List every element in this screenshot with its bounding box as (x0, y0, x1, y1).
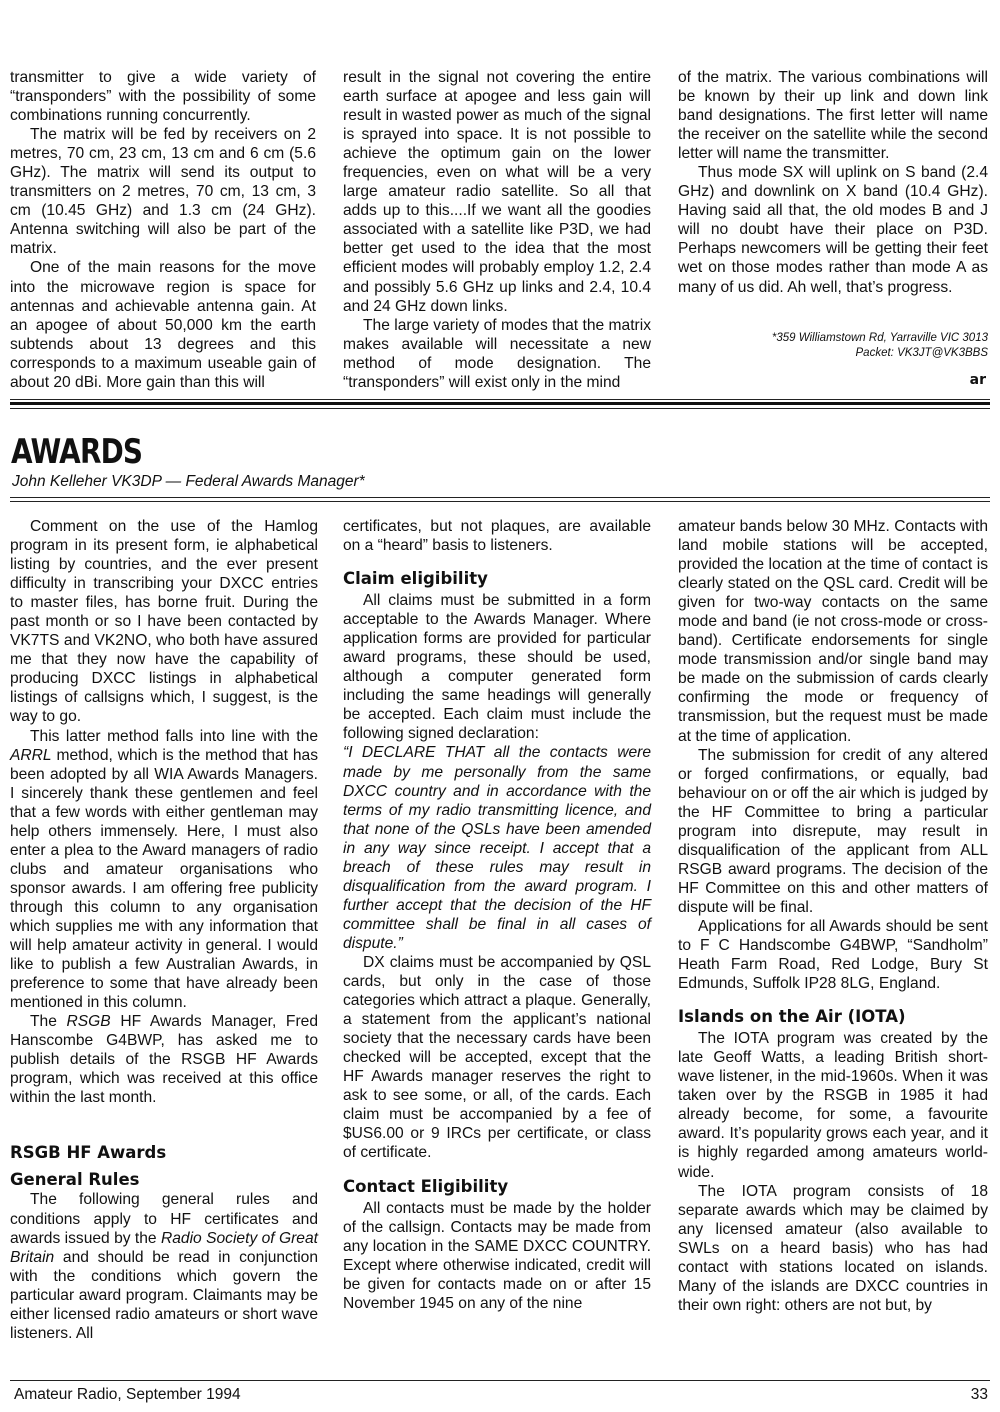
awards-column-2 (343, 517, 651, 1313)
byline-rule (10, 501, 990, 502)
text-run: HF Awards Manager, Fred Hanscombe G4BWP, has asked me to publish details of the RSGB HF Awards program, which was received at this office within the last month. (10, 1013, 318, 1107)
packet-address: Packet: VK3JT@VK3BBS (855, 347, 988, 359)
end-mark: ar (969, 372, 986, 388)
section-headline: AWARDS (11, 432, 143, 472)
paragraph (10, 1190, 318, 1342)
paragraph: certificates, but not plaques, are available on a “heard” basis to listeners. (343, 518, 651, 555)
section-divider (10, 408, 990, 409)
byline-rule (10, 497, 990, 498)
paragraph (10, 727, 318, 1013)
paragraph: result in the signal not covering the entire earth surface at apogee and less gain will result in wasted power as much of the signal is sprayed into space. It is not possible to achieve the optimum gain on the lower frequencies, even on what will be a very large amateur radio satellite. So all that adds up to this....If we want all the goodies associated with a satellite like P3D, we had better get used to the idea that the most efficient modes will probably employ 1.2, 2.4 and possibly 5.6 GHz up links and 2.4, 10.4 and 24 GHz down links. (343, 69, 651, 315)
paragraph: amateur bands below 30 MHz. Contacts with land mobile stations will be accepted, provided the location at the time of contact is clearly stated on the QSL card. Credit will be given for two-way contacts on the same mode and band (ie not cross-mode or cross-band). Certificate endorsements for single mode transmission and/or single band may be made on the submission of cards clearly confirming the mode or frequency of transmission, but the request must be made at the time of application. (678, 518, 988, 745)
top-column-2 (343, 68, 651, 392)
top-column-3 (678, 68, 988, 297)
paragraph: The IOTA program consists of 18 separate awards which may be claimed by any licensed amateur (also available to SWLs on a heard basis) who has had contact with stations located on islands. Many of the islands are DXCC countries in their own right: others are not but, by (678, 1182, 988, 1314)
text-run: method, which is the method that has been adopted by all WIA Awards Managers. I sincerely thank these gentlemen and feel that a few words with either gentleman may help others immensely. Here, I must also enter a plea to the Award managers of radio clubs and amateur organisations who sponsor awards. I am offering free publicity through this column to any organisation which supplies me with any information that will help amateur activity in general. I would like to publish a few Australian Awards, in preference to some that have already been mentioned in this column. (10, 746, 318, 1012)
organisation-name: ARRL (10, 746, 52, 764)
subheading-rsgb-hf-awards: RSGB HF Awards (10, 1143, 167, 1163)
page-number: 33 (970, 1386, 988, 1403)
paragraph: The IOTA program was created by the late Geoff Watts, a leading British short-wave listener, in the mid-1960s. When it was taken over by the RSGB in 1985 it had already become, for some, a favourite award. It’s popularity grows each year, and it is highly regarded among amateurs world-wide. (678, 1030, 988, 1181)
paragraph: The large variety of modes that the matrix makes available will necessitate a new method of mode designation. The “transponders” will exist only in the mind (343, 316, 651, 391)
paragraph: All contacts must be made by the holder of the callsign. Contacts may be made from any location in the SAME DXCC COUNTRY. Except where otherwise indicated, credit will be given for contacts made on or after 15 November 1945 on any of the nine (343, 1199, 651, 1312)
paragraph: Applications for all Awards should be sent to F C Handscombe G4BWP, “Sandholm” Heath Farm Road, Red Lodge, Bury St Edmunds, Suffolk IP28 8LG, England. (678, 917, 988, 993)
top-column-1 (10, 68, 316, 392)
subheading-claim-eligibility: Claim eligibility (343, 569, 488, 589)
paragraph: All claims must be submitted in a form acceptable to the Awards Manager. Where application forms are provided for particular award programs, these should be used, although a computer generated form including the same headings will generally be accepted. Each claim must include the following signed declaration: (343, 592, 651, 743)
section-divider (10, 399, 990, 400)
paragraph (10, 1012, 318, 1107)
subheading-contact-eligibility: Contact Eligibility (343, 1176, 509, 1196)
page-footer (10, 1384, 990, 1408)
paragraph: of the matrix. The various combinations will be known by their up link and down link band designations. The first letter will name the receiver on the satellite while the second letter will name the transmitter. (678, 69, 988, 163)
text-run: This latter method falls into line with the (30, 727, 318, 745)
text-run: The following general rules and conditions apply to HF certificates and awards issued by the (10, 1191, 318, 1247)
awards-column-1 (10, 517, 318, 1343)
text-run: and should be read in conjunction with the conditions which govern the particular award program. Claimants may be either licensed radio amateurs or short wave listeners. All (10, 1248, 318, 1342)
footer-rule (10, 1380, 990, 1381)
address-line: *359 Williamstown Rd, Yarraville VIC 3013 (771, 332, 988, 344)
paragraph: The matrix will be fed by receivers on 2 metres, 70 cm, 23 cm, 13 cm and 6 cm (5.6 GHz). The matrix will send its output to transmitters on 2 metres, 70 cm, 13 cm, 3 cm (10.45 GHz) and 1.3 cm (24 GHz). Antenna switching will also be part of the matrix. (10, 126, 316, 258)
declaration: “I DECLARE THAT all the contacts were made by me personally from the same DXCC country and in accordance with the terms of my radio transmitting licence, and that none of the QSLs have been amended in any way since receipt. I accept that a breach of these rules may result in disqualification from the award program. I further accept that the decision of the HF committee shall be final in all cases of dispute.” (343, 744, 651, 952)
paragraph: transmitter to give a wide variety of “transponders” with the possibility of some combinations running concurrently. (10, 69, 316, 125)
byline: John Kelleher VK3DP — Federal Awards Manager* (12, 473, 365, 490)
author-address (772, 331, 988, 361)
paragraph: Thus mode SX will uplink on S band (2.4 GHz) and downlink on X band (10.4 GHz). Having said all that, the old modes B and J will no doubt have their place on P3D. Perhaps newcomers will be getting their feet wet on those modes rather than mode A as many of us did. Ah well, that’s progress. (678, 164, 988, 296)
paragraph: One of the main reasons for the move into the microwave region is space for antennas and achievable antenna gain. At an apogee of about 50,000 km the earth subtends about 13 degrees and this corresponds to a maximum useable gain of about 20 dBi. More gain than this will (10, 259, 316, 391)
paragraph: Comment on the use of the Hamlog program in its present form, ie alphabetical listing by countries, and the ever present difficulty in transcribing your DXCC entries to master files, has borne fruit. During the past month or so I have been contacted by VK7TS and VK2NO, who both have assured me that they now have the capability of producing DXCC listings in alphabetical listings of callsigns which, I suggest, is the way to go. (10, 518, 318, 726)
publication-name: Amateur Radio, September 1994 (14, 1386, 241, 1403)
paragraph: DX claims must be accompanied by QSL cards, but only in the case of those categories which attract a plaque. Generally, a statement from the applicant’s national society that the necessary cards have been checked will be accepted, except that the HF Awards manager reserves the right to ask to see some, or all, of the cards. Each claim must be accompanied by a fee of $US6.00 or 9 IRCs per certificate, or class of certificate. (343, 953, 651, 1162)
subheading-iota: Islands on the Air (IOTA) (678, 1007, 906, 1027)
text-run: The (30, 1013, 57, 1031)
organisation-name: Radio Society of Great Britain (10, 1229, 318, 1266)
section-divider (10, 402, 990, 405)
awards-column-3 (678, 517, 988, 1315)
organisation-name: RSGB (66, 1013, 111, 1031)
paragraph: The submission for credit of any altered or forged confirmations, or equally, bad behaviour on or off the air which is judged by the HF Committee to bring a particular program into disrepute, may result in disqualification of the applicant from ALL RSGB award programs. The decision of the HF Committee on this and other matters of dispute will be final. (678, 746, 988, 916)
subheading-general-rules: General Rules (10, 1170, 140, 1190)
